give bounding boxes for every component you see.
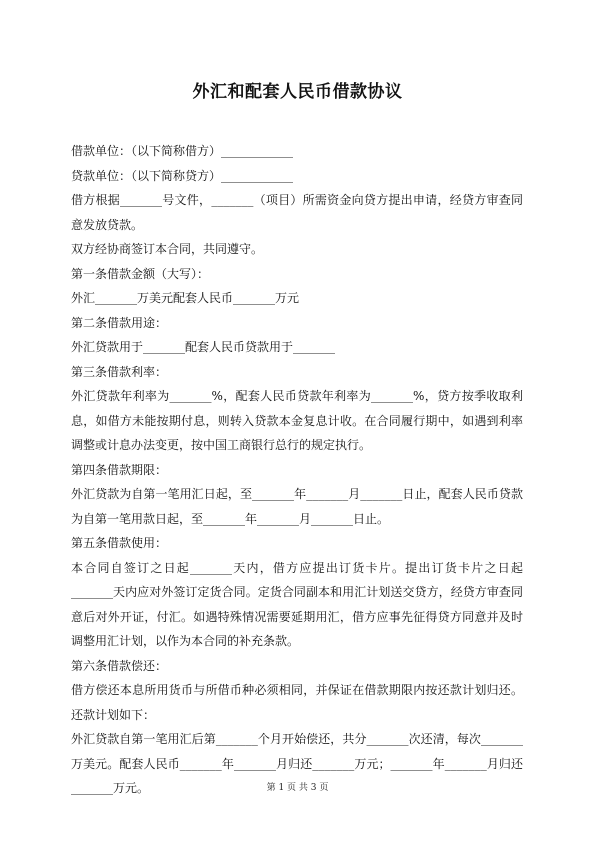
article-3-text: 外汇贷款年利率为_______%，配套人民币贷款年利率为_______%，贷方按季收取利息，如借方未能按期付息，则转入贷款本金复息计收。在合同履行期中，如遇到利率调整或计息办法变更，按中国工商银行总行的规定执行。 (71, 389, 523, 452)
document-title: 外汇和配套人民币借款协议 (192, 82, 403, 102)
lender-line: 贷款单位：（以下简称贷方）____________ (71, 168, 294, 183)
article-4-heading: 第四条借款期限： (71, 462, 168, 477)
article-5-heading: 第五条借款使用： (71, 536, 168, 550)
repayment-plan-text: 外汇贷款自第一笔用汇后第_______个月开始偿还，共分_______次还清，每次_______万美元。配套人民币_______年_______月归还_______万元；_______年_______月归还_______万元。 (71, 732, 523, 795)
article-6-heading: 第六条借款偿还： (71, 658, 168, 673)
intro-paragraph: 借方根据_______号文件，_______（项目）所需资金向贷方提出申请，经贷方审查同意发放贷款。 (71, 193, 523, 232)
article-2-heading: 第二条借款用途： (71, 315, 168, 330)
article-6-text: 借方偿还本息所用货币与所借币种必须相同，并保证在借款期限内按还款计划归还。还款计划如下： (71, 683, 523, 722)
agreement-paragraph: 双方经协商签订本合同，共同遵守。 (71, 242, 264, 256)
borrower-line: 借款单位：（以下简称借方）____________ (71, 144, 294, 158)
article-1-heading: 第一条借款金额（大写）： (71, 266, 210, 281)
article-5-text: 本合同自签订之日起_______天内，借方应提出订货卡片。提出订货卡片之日起_______天内应对外签订定货合同。定货合同副本和用汇计划送交贷方，经贷方审查同意后对外开证，付汇。如遇特殊情况需要延期用汇，借方应事先征得贷方同意并及时调整用汇计划，以作为本合同的补充条款。 (71, 560, 523, 648)
article-4-text: 外汇贷款为自第一笔用汇日起，至_______年_______月_______日止，配套人民币贷款为自第一笔用款日起，至_______年_______月_______日止。 (71, 487, 523, 526)
page-number: 第 1 页 共 3 页 (266, 783, 329, 793)
document-body (71, 139, 523, 801)
article-3-heading: 第三条借款利率： (71, 364, 168, 379)
article-1-text: 外汇_______万美元配套人民币_______万元 (71, 291, 300, 305)
article-2-text: 外汇贷款用于_______配套人民币贷款用于_______ (71, 340, 336, 354)
